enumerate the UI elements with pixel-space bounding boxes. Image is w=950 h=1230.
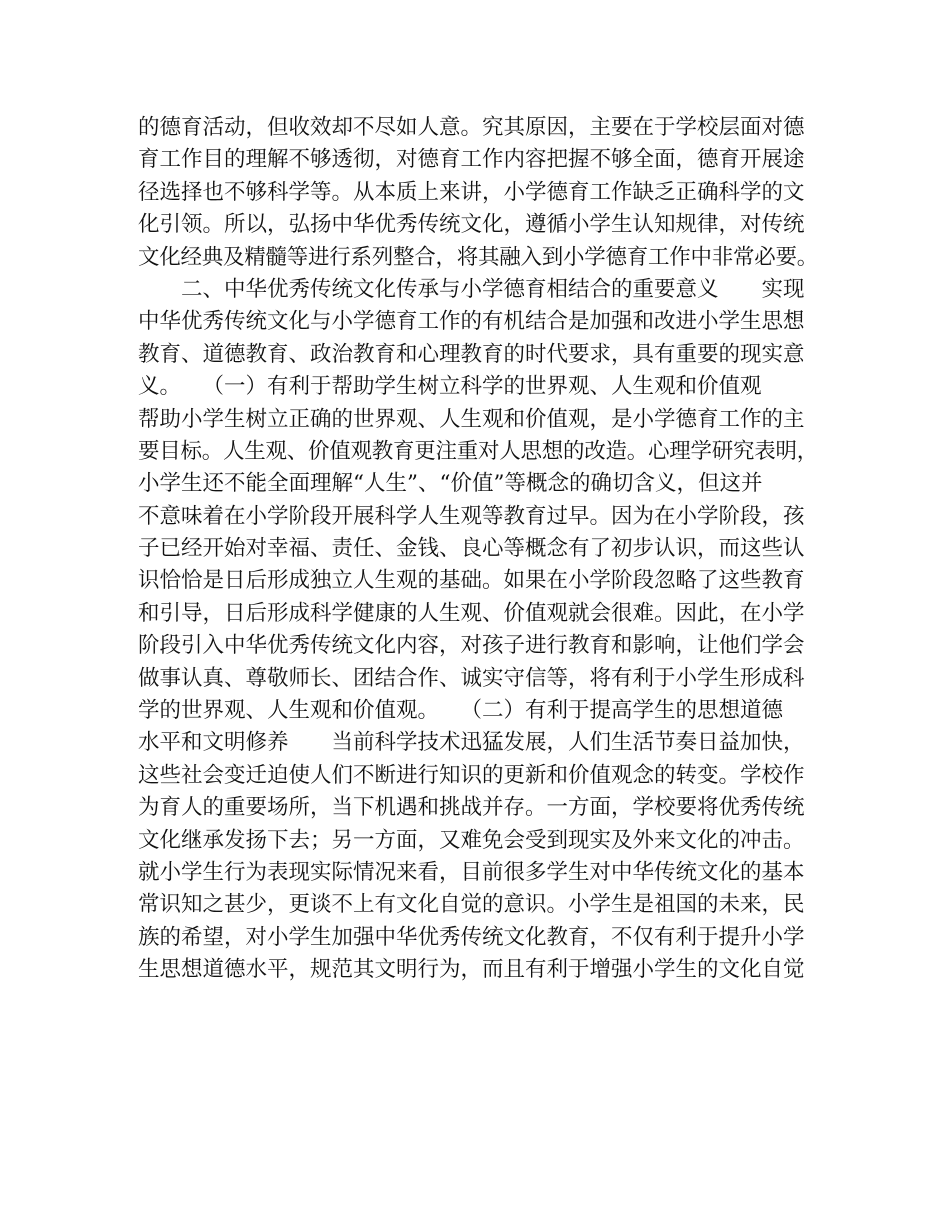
text-line: 文化经典及精髓等进行系列整合，将其融入到小学德育工作中非常必要。 [138,244,819,270]
text-line: 这些社会变迁迫使人们不断进行知识的更新和价值观念的转变。学校作 [138,762,805,788]
text-line: 和引导，日后形成科学健康的人生观、价值观就会很难。因此，在小学 [138,600,805,626]
text-line: 阶段引入中华优秀传统文化内容，对孩子进行教育和影响，让他们学会 [138,633,805,659]
text-line: 径选择也不够科学等。从本质上来讲，小学德育工作缺乏正确科学的文 [138,179,805,205]
text-line: 学的世界观、人生观和价值观。 （二）有利于提高学生的思想道德 [138,698,784,724]
text-line: 小学生还不能全面理解“人生”、“价值”等概念的确切含义，但这并 [138,471,763,497]
text-line: 为育人的重要场所，当下机遇和挑战并存。一方面，学校要将优秀传统 [138,795,805,821]
text-line: 义。 （一）有利于帮助学生树立科学的世界观、人生观和价值观 [138,374,762,400]
text-line: 水平和文明修养 当前科学技术迅猛发展，人们生活节奏日益加快， [138,730,805,756]
section-heading-line: 二、中华优秀传统文化传承与小学德育相结合的重要意义 实现 [181,276,805,302]
text-line: 识恰恰是日后形成独立人生观的基础。如果在小学阶段忽略了这些教育 [138,568,805,594]
text-line: 生思想道德水平，规范其文明行为，而且有利于增强小学生的文化自觉 [138,957,805,983]
text-line: 做事认真、尊敬师长、团结合作、诚实守信等，将有利于小学生形成科 [138,665,805,691]
text-line: 化引领。所以，弘扬中华优秀传统文化，遵循小学生认知规律，对传统 [138,212,805,238]
text-line: 不意味着在小学阶段开展科学人生观等教育过早。因为在小学阶段，孩 [138,503,805,529]
text-line: 要目标。人生观、价值观教育更注重对人思想的改造。心理学研究表明， [138,438,819,464]
text-line: 文化继承发扬下去；另一方面，又难免会受到现实及外来文化的冲击。 [138,827,805,853]
text-line: 族的希望，对小学生加强中华优秀传统文化教育，不仅有利于提升小学 [138,924,805,950]
text-line: 育工作目的理解不够透彻，对德育工作内容把握不够全面，德育开展途 [138,147,805,173]
text-line: 的德育活动，但收效却不尽如人意。究其原因，主要在于学校层面对德 [138,115,805,140]
text-line: 就小学生行为表现实际情况来看，目前很多学生对中华传统文化的基本 [138,859,805,885]
text-line: 教育、道德教育、政治教育和心理教育的时代要求，具有重要的现实意 [138,341,805,367]
body-text [138,112,818,987]
text-line: 帮助小学生树立正确的世界观、人生观和价值观，是小学德育工作的主 [138,406,805,432]
text-line: 中华优秀传统文化与小学德育工作的有机结合是加强和改进小学生思想 [138,309,805,335]
text-line: 子已经开始对幸福、责任、金钱、良心等概念有了初步认识，而这些认 [138,536,805,562]
text-line: 常识知之甚少，更谈不上有文化自觉的意识。小学生是祖国的未来，民 [138,892,805,918]
